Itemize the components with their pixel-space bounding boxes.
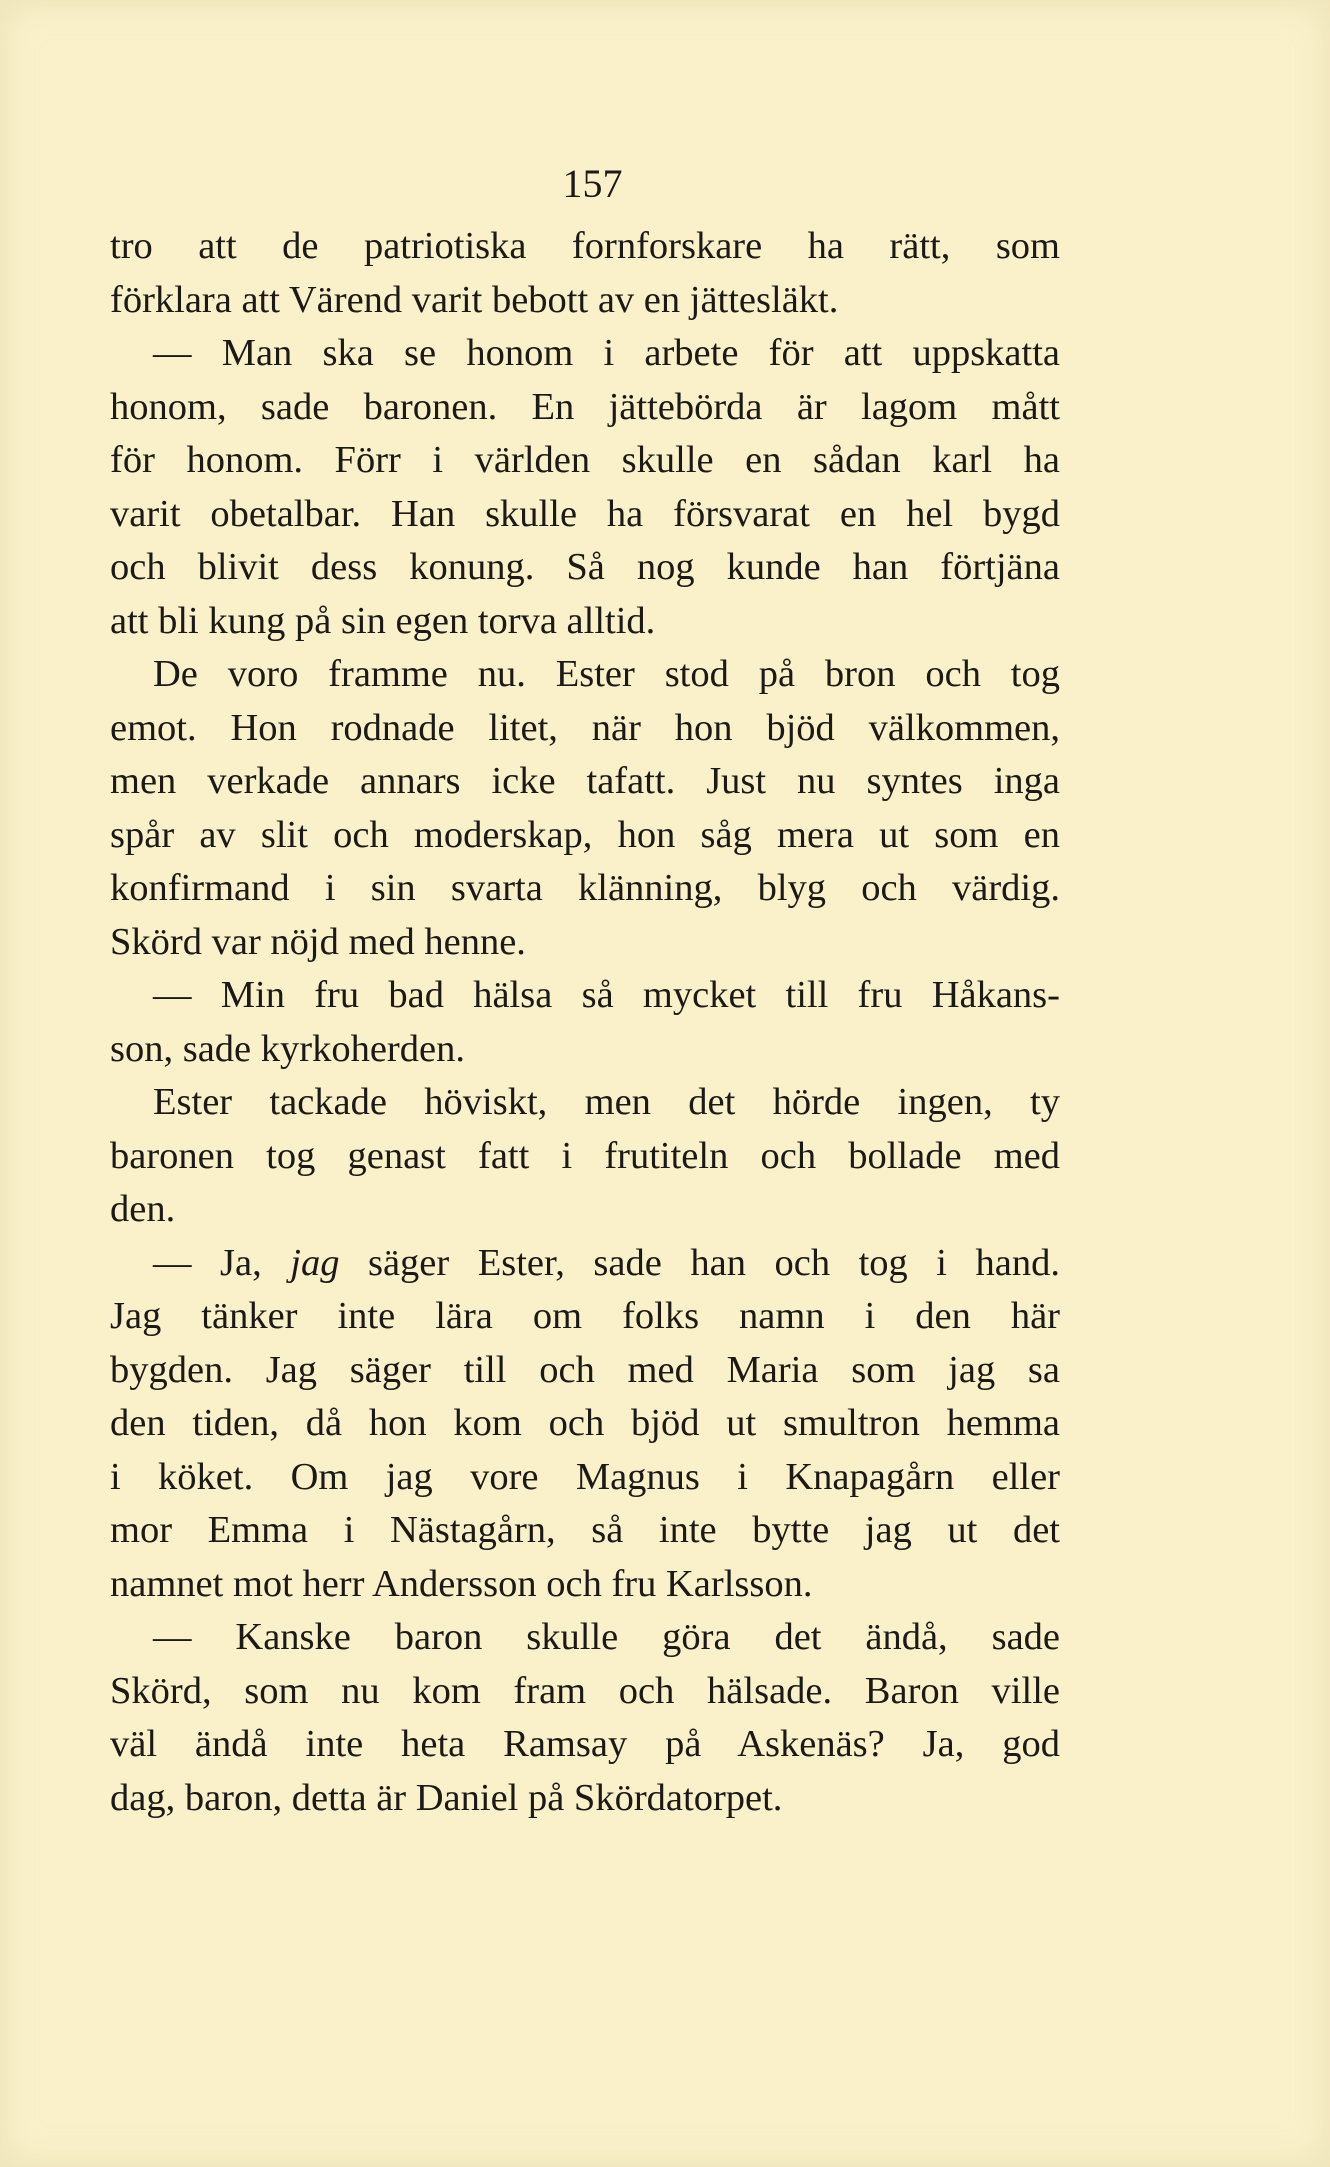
text-line: i köket. Om jag vore Magnus i Knapagårn eller <box>110 1455 1060 1498</box>
text-line: namnet mot herr Andersson och fru Karlsson. <box>110 1562 813 1605</box>
text-line: honom, sade baronen. En jättebörda är lagom mått <box>110 385 1060 428</box>
text-line: dag, baron, detta är Daniel på Skördatorpet. <box>110 1776 783 1819</box>
text-line: mor Emma i Nästagårn, så inte bytte jag ut det <box>110 1509 1060 1551</box>
text-line: baronen tog genast fatt i frutiteln och bollade med <box>110 1134 1060 1177</box>
text-line: — Min fru bad hälsa så mycket till fru Håkans- <box>153 974 1060 1016</box>
text-line: den. <box>110 1188 176 1230</box>
text-line: son, sade kyrkoherden. <box>110 1027 465 1070</box>
text-line: — Kanske baron skulle göra det ändå, sade <box>153 1616 1060 1658</box>
text-line: Jag tänker inte lära om folks namn i den här <box>110 1295 1060 1337</box>
text-run: — Ja, <box>153 1241 291 1284</box>
text-line: spår av slit och moderskap, hon såg mera ut som en <box>110 813 1060 856</box>
italic-word: jag <box>290 1241 340 1284</box>
text-run: säger Ester, sade han och tog i hand. <box>339 1241 1060 1284</box>
text-line <box>110 1237 1060 1291</box>
text-line: att bli kung på sin egen torva alltid. <box>110 599 656 642</box>
text-line: och blivit dess konung. Så nog kunde han förtjäna <box>110 546 1060 588</box>
text-line: Skörd var nöjd med henne. <box>110 920 526 963</box>
text-line: den tiden, då hon kom och bjöd ut smultron hemma <box>110 1402 1060 1444</box>
page-number: 157 <box>562 161 623 206</box>
text-line: De voro framme nu. Ester stod på bron och tog <box>153 653 1060 695</box>
text-line: emot. Hon rodnade litet, när hon bjöd välkommen, <box>110 706 1060 749</box>
body-text <box>110 220 1060 1825</box>
text-line: förklara att Värend varit bebott av en jättesläkt. <box>110 278 839 321</box>
text-line: Skörd, som nu kom fram och hälsade. Baron ville <box>110 1669 1060 1712</box>
text-line: — Man ska se honom i arbete för att uppskatta <box>153 332 1060 374</box>
text-line: Ester tackade höviskt, men det hörde ingen, ty <box>153 1081 1060 1123</box>
text-line: för honom. Förr i världen skulle en sådan karl ha <box>110 439 1060 481</box>
text-line: konfirmand i sin svarta klänning, blyg och värdig. <box>110 867 1060 909</box>
text-line: bygden. Jag säger till och med Maria som jag sa <box>110 1348 1060 1391</box>
text-line: väl ändå inte heta Ramsay på Askenäs? Ja, god <box>110 1723 1060 1765</box>
text-line: men verkade annars icke tafatt. Just nu syntes inga <box>110 760 1060 802</box>
text-line: tro att de patriotiska fornforskare ha rätt, som <box>110 225 1060 267</box>
text-line: varit obetalbar. Han skulle ha försvarat en hel bygd <box>110 492 1060 535</box>
